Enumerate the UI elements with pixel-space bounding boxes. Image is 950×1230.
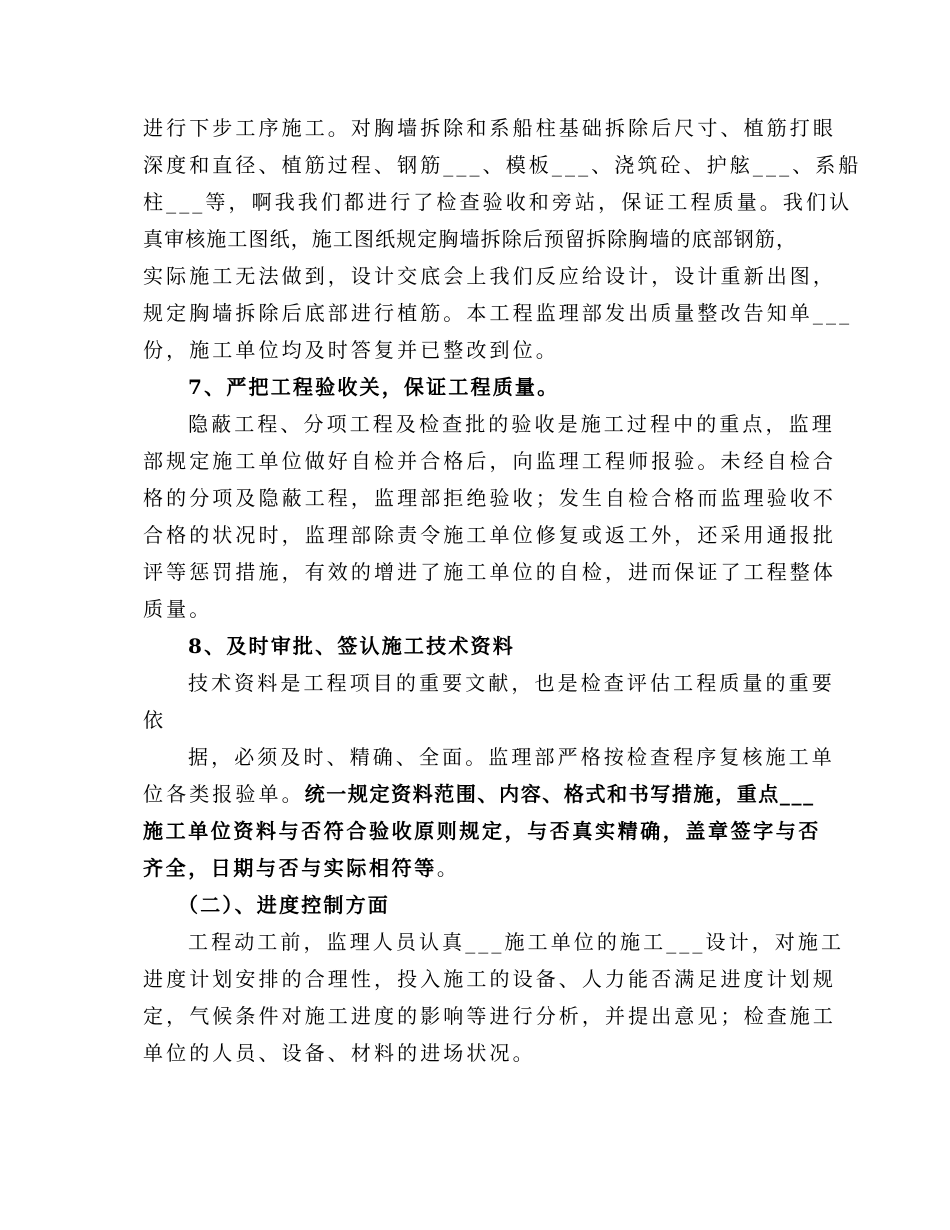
- paragraph-line: 深度和直径、植筋过程、钢筋___、模板___、浇筑砼、护舷___、系船: [143, 153, 862, 177]
- section-heading-8: 8、及时审批、签认施工技术资料: [188, 634, 515, 658]
- paragraph-line: 实际施工无法做到，设计交底会上我们反应给设计，设计重新出图，: [143, 264, 836, 288]
- paragraph-line: 评等惩罚措施，有效的增进了施工单位的自检，进而保证了工程整体: [143, 560, 836, 584]
- paragraph-line: 单位的人员、设备、材料的进场状况。: [143, 1041, 536, 1065]
- paragraph-line: 进行下步工序施工。对胸墙拆除和系船柱基础拆除后尺寸、植筋打眼: [143, 116, 836, 140]
- section-heading-progress-control: （二）、进度控制方面: [178, 893, 390, 917]
- paragraph-line: 依: [143, 708, 167, 732]
- paragraph-line: 柱___等，啊我我们都进行了检查验收和旁站，保证工程质量。我们认: [143, 190, 853, 214]
- paragraph-line: 技术资料是工程项目的重要文献，也是检查评估工程质量的重要: [188, 671, 835, 695]
- bold-text: 齐全，日期与否与实际相符等: [143, 856, 437, 880]
- paragraph-line: 真审核施工图纸，施工图纸规定胸墙拆除后预留拆除胸墙的底部钢筋，: [143, 227, 798, 251]
- paragraph-line: [143, 779, 823, 809]
- paragraph-line: 据，必须及时、精确、全面。监理部严格按检查程序复核施工单: [188, 745, 835, 769]
- plain-text: 位各类报验单。: [143, 782, 305, 806]
- paragraph-line: 工程动工前，监理人员认真___施工单位的施工___设计，对施工: [188, 930, 845, 954]
- bold-text: 统一规定资料范围、内容、格式和书写措施，重点___: [304, 782, 815, 806]
- paragraph-line: [143, 853, 823, 883]
- paragraph-line: 格的分项及隐蔽工程，监理部拒绝验收；发生自检合格而监理验收不: [143, 486, 836, 510]
- paragraph-line: 规定胸墙拆除后底部进行植筋。本工程监理部发出质量整改告知单___: [143, 301, 853, 325]
- paragraph-line: 质量。: [143, 597, 213, 621]
- plain-text: 。: [436, 856, 460, 880]
- paragraph-line: 定，气候条件对施工进度的影响等进行分析，并提出意见；检查施工: [143, 1004, 836, 1028]
- paragraph-line: 份，施工单位均及时答复并已整改到位。: [143, 338, 559, 362]
- paragraph-line: 部规定施工单位做好自检并合格后，向监理工程师报验。未经自检合: [143, 449, 836, 473]
- section-heading-7: 7、严把工程验收关，保证工程质量。: [188, 375, 560, 399]
- paragraph-line: 合格的状况时，监理部除责令施工单位修复或返工外，还采用通报批: [143, 523, 836, 547]
- paragraph-line: 进度计划安排的合理性，投入施工的设备、人力能否满足进度计划规: [143, 967, 836, 991]
- bold-paragraph-line: 施工单位资料与否符合验收原则规定，与否真实精确，盖章签字与否: [143, 819, 821, 843]
- paragraph-line: 隐蔽工程、分项工程及检查批的验收是施工过程中的重点，监理: [188, 412, 835, 436]
